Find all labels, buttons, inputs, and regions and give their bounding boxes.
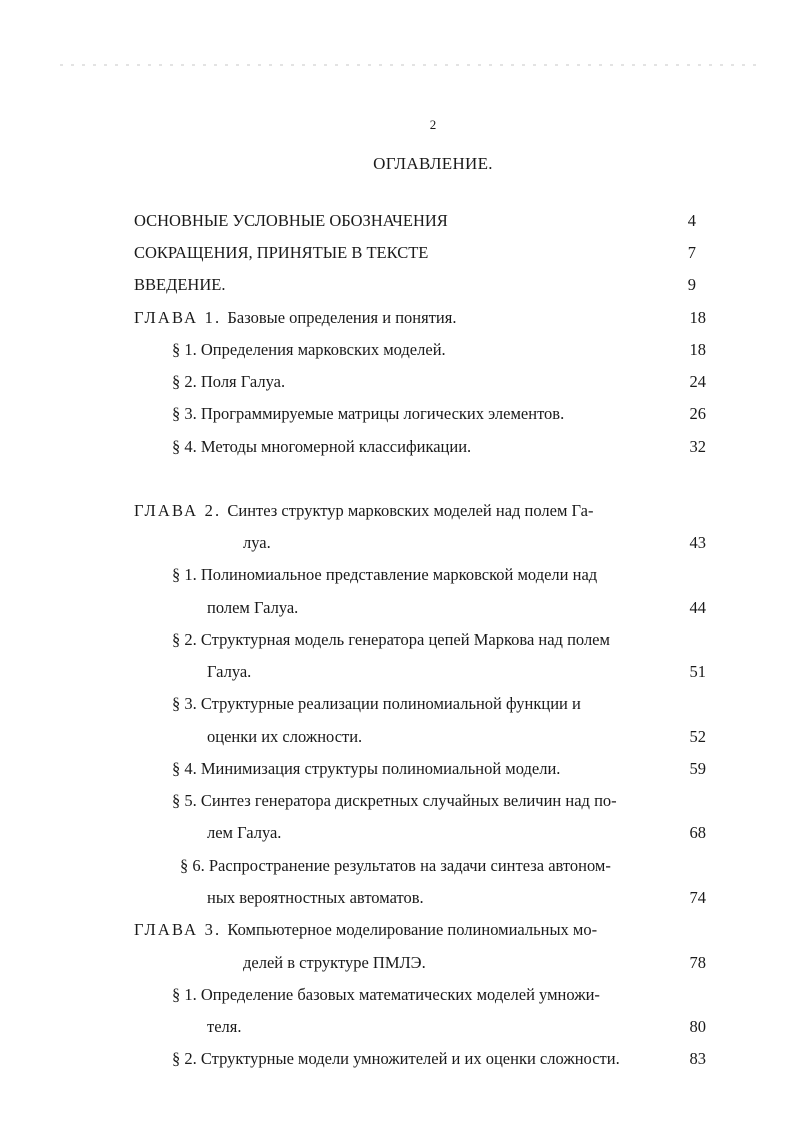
toc-entry-text: § 4. Минимизация структуры полиномиальной модели. (172, 759, 561, 778)
toc-entry-text: § 1. Определение базовых математических моделей умножи- (172, 985, 600, 1004)
toc-entry-continuation: лем Галуа. (207, 823, 282, 842)
toc-entry-text: § 6. Распространение результатов на задачи синтеза автоном- (180, 856, 611, 875)
toc-entry-continuation: делей в структуре ПМЛЭ. (243, 953, 426, 972)
toc-entry-page: 18 (689, 308, 706, 327)
toc-entry-text: § 1. Полиномиальное представление марковской модели над (172, 565, 598, 584)
toc-entry-page: 32 (689, 437, 706, 456)
chapter-label: ГЛАВА 1. (134, 308, 222, 327)
toc-entry-continuation: полем Галуа. (207, 598, 299, 617)
toc-entry-page: 24 (689, 372, 706, 391)
toc-entry-continuation: ных вероятностных автоматов. (207, 888, 424, 907)
toc-entry-continuation: Галуа. (207, 662, 252, 681)
toc-entry-continuation: оценки их сложности. (207, 727, 363, 746)
toc-entry-text: ВВЕДЕНИЕ. (134, 275, 226, 294)
toc-entry-page: 74 (689, 888, 706, 907)
chapter-title: Синтез структур марковских моделей над полем Га- (227, 501, 594, 520)
page-number: 2 (429, 117, 437, 132)
toc-chapter-heading (134, 308, 456, 328)
toc-entry-text: ОСНОВНЫЕ УСЛОВНЫЕ ОБОЗНАЧЕНИЯ (134, 211, 448, 230)
toc-entry-text: § 2. Поля Галуа. (172, 372, 286, 391)
chapter-title: Компьютерное моделирование полиномиальных мо- (227, 920, 598, 939)
toc-entry-page: 26 (689, 404, 706, 423)
toc-entry-page: 4 (687, 211, 696, 230)
toc-entry-page: 51 (689, 662, 706, 681)
toc-entry-page: 52 (689, 727, 706, 746)
toc-entry-continuation: луа. (243, 533, 271, 552)
toc-entry-text: § 4. Методы многомерной классификации. (172, 437, 472, 456)
toc-entry-text: § 2. Структурные модели умножителей и их оценки сложности. (172, 1049, 620, 1068)
toc-chapter-heading (134, 501, 594, 521)
toc-entry-continuation: теля. (207, 1017, 242, 1036)
page-title: ОГЛАВЛЕНИЕ. (373, 154, 493, 173)
toc-entry-page: 43 (689, 533, 706, 552)
toc-chapter-heading (134, 920, 597, 940)
toc-entry-page: 9 (687, 275, 696, 294)
toc-entry-page: 59 (689, 759, 706, 778)
toc-entry-text: § 3. Структурные реализации полиномиальной функции и (172, 694, 581, 713)
toc-entry-page: 80 (689, 1017, 706, 1036)
chapter-title: Базовые определения и понятия. (227, 308, 457, 327)
toc-entry-text: § 3. Программируемые матрицы логических элементов. (172, 404, 565, 423)
toc-entry-page: 68 (689, 823, 706, 842)
toc-entry-page: 7 (687, 243, 696, 262)
toc-entry-page: 18 (689, 340, 706, 359)
toc-entry-page: 44 (689, 598, 706, 617)
toc-entry-text: § 5. Синтез генератора дискретных случайных величин над по- (172, 791, 617, 810)
scan-artifact-line (60, 64, 760, 66)
toc-entry-text: § 2. Структурная модель генератора цепей Маркова над полем (172, 630, 610, 649)
toc-entry-page: 83 (689, 1049, 706, 1068)
toc-entry-text: § 1. Определения марковских моделей. (172, 340, 446, 359)
toc-entry-page: 78 (689, 953, 706, 972)
chapter-label: ГЛАВА 2. (134, 501, 222, 520)
toc-entry-text: СОКРАЩЕНИЯ, ПРИНЯТЫЕ В ТЕКСТЕ (134, 243, 429, 262)
chapter-label: ГЛАВА 3. (134, 920, 222, 939)
